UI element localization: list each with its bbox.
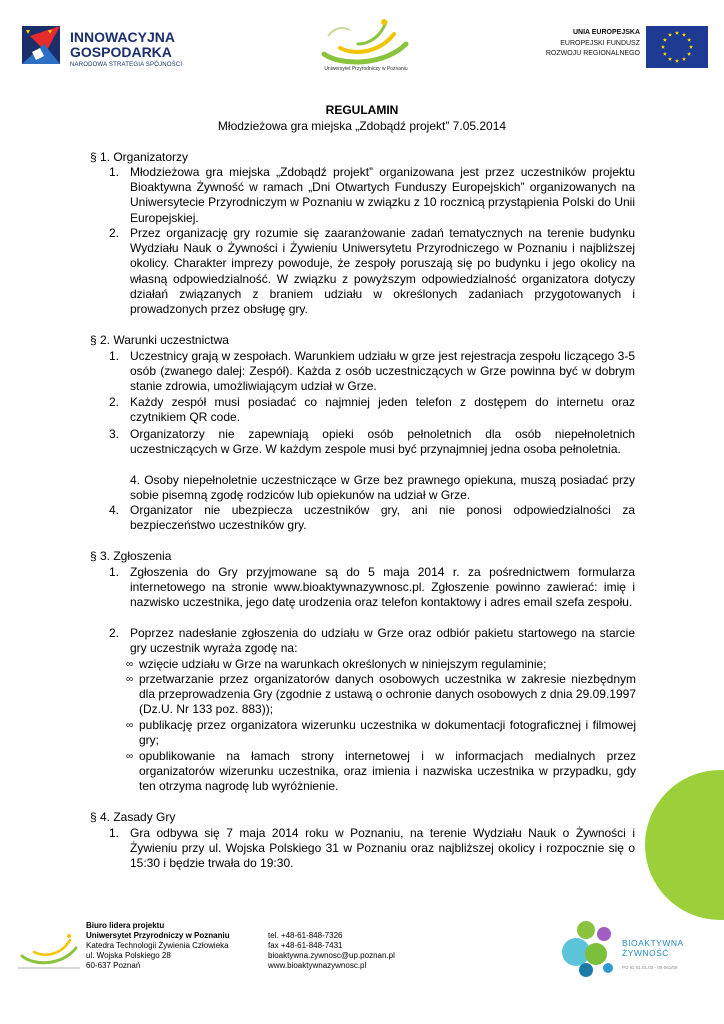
- item-number: 2.: [109, 626, 120, 640]
- item-text: Organizator nie ubezpiecza uczestników gry, ani nie ponosi odpowiedzialności za bezpieczeństwo uczestników gry.: [130, 503, 635, 533]
- item-text: Poprzez nadesłanie zgłoszenia do udziału w Grze oraz odbiór pakietu startowego na starcie gry uczestnik wyraża zgodę na:: [130, 626, 635, 656]
- item-text: Młodzieżowa gra miejska „Zdobądź projekt” organizowana jest przez uczestników projektu Bioaktywna Żywność w ramach „Dni Otwartych Funduszy Europejskich” organizowanych na Uniwersytecie Przyrodniczym w Poznaniu w związku z 10 rocznicą przystąpienia Polski do Unii Europejskiej.: [130, 165, 635, 225]
- footer-address-line: ul. Wojska Polskiego 28: [86, 951, 171, 960]
- footer-contact: [268, 931, 395, 971]
- section-heading: § 4. Zasady Gry: [90, 810, 176, 824]
- bullet-item: [126, 672, 636, 718]
- list-item: [109, 565, 635, 611]
- university-logo: [310, 14, 422, 76]
- item-text: Przez organizację gry rozumie się zaaranżowanie zadań tematycznych na terenie budynku Wydziału Nauk o Żywności i Żywieniu Uniwersytetu Przyrodniczego w Poznaniu i najbliższej okolicy. Charakter imprezy powoduje, że zespoły poruszają się po budynku i jego okolicy na własną odpowiedzialność. W związku z powyższym odpowiedzialność organizatora dotyczy działań związanych z braniem udziału w określonych zadaniach przygotowanych i prowadzonych przez obsługę gry.: [130, 226, 635, 317]
- eu-flag-icon: [646, 26, 708, 68]
- footer-address-line: Biuro lidera projektu: [86, 921, 165, 930]
- bullet-text: wzięcie udziału w Grze na warunkach określonych w niniejszym regulaminie;: [139, 657, 547, 671]
- footer-address-line: Katedra Technologii Żywienia Człowieka: [86, 941, 229, 950]
- university-logo-caption: Uniwersytet Przyrodniczy w Poznaniu: [324, 66, 408, 72]
- section-heading: § 2. Warunki uczestnictwa: [90, 333, 229, 347]
- item-text: Uczestnicy grają w zespołach. Warunkiem udziału w grze jest rejestracja zespołu liczącego 3-5 osób (zwanego dalej: Zespół). Każda z osób uczestniczących w Grze powinna być w dobrym stanie zdrowia, umożliwiającym udział w Grze.: [130, 349, 635, 394]
- bullet-infinity-icon: ∞: [126, 674, 134, 685]
- item-number: 1.: [109, 165, 120, 179]
- eu-line3: ROZWOJU REGIONALNEGO: [545, 50, 640, 57]
- list-item: [130, 473, 635, 503]
- list-item: [109, 427, 635, 457]
- footer-fax: fax +48-61-848-7431: [268, 941, 343, 950]
- decorative-green-circle: [645, 770, 724, 920]
- bullet-text: przetwarzanie przez organizatorów danych osobowych uczestnika w zakresie niezbędnym dla przeprowadzenia Gry (zgodnie z ustawą o ochronie danych osobowych z dnia 29.09.1997 (Dz.U. Nr 133 poz. 883));: [139, 672, 636, 717]
- section-heading: § 3. Zgłoszenia: [90, 549, 172, 563]
- item-number: 1.: [109, 349, 120, 363]
- item-number: 2.: [109, 395, 120, 409]
- logo-left-line3: NARODOWA STRATEGIA SPÓJNOŚCI: [70, 62, 183, 68]
- list-item: [109, 626, 635, 656]
- item-number: 3.: [109, 427, 120, 441]
- bullet-text: publikację przez organizatora wizerunku uczestnika w dokumentacji fotograficznej i filmowej gry;: [139, 718, 636, 748]
- footer-email[interactable]: bioaktywna.zywnosc@up.poznan.pl: [268, 951, 395, 960]
- bullet-item: [126, 749, 636, 795]
- bio-logo-line2: ŻYWNOŚĆ: [622, 948, 669, 958]
- footer-phone: tel. +48-61-848-7326: [268, 931, 343, 940]
- footer-website[interactable]: www.bioaktywnazywnosc.pl: [268, 961, 367, 970]
- list-item: [109, 226, 635, 317]
- logo-left-line2: GOSPODARKA: [70, 44, 172, 60]
- list-item: [109, 395, 635, 425]
- item-number: 1.: [109, 565, 120, 579]
- bullet-infinity-icon: ∞: [126, 751, 134, 762]
- item-text: Organizatorzy nie zapewniają opieki osób pełnoletnich dla osób niepełnoletnich uczestniczących w Grze. W każdym zespole musi być przynajmniej jedna osoba pełnoletnia.: [130, 427, 635, 457]
- document-subtitle: Młodzieżowa gra miejska „Zdobądź projekt” 7.05.2014: [217, 119, 507, 133]
- university-swoosh-icon: [310, 14, 422, 66]
- item-text: Gra odbywa się 7 maja 2014 roku w Poznaniu, na terenie Wydziału Nauk o Żywności i Żywieniu przy ul. Wojska Polskiego 31 w Poznaniu oraz najbliższej okolicy i rozpocznie się o 15:30 i będzie trwała do 19:30.: [130, 826, 635, 871]
- eu-line1: UNIA EUROPEJSKA: [572, 29, 640, 36]
- bio-logo-line1: BIOAKTYWNA: [622, 938, 684, 948]
- bio-molecules-icon: [556, 912, 620, 982]
- footer-address-line: 60-637 Poznań: [86, 961, 141, 970]
- item-text: Zgłoszenia do Gry przyjmowane są do 5 maja 2014 r. za pośrednictwem formularza internetowego na stronie www.bioaktywnazywnosc.pl. Zgłoszenie powinno zawierać: imię i nazwisko uczestnika, jego datę urodzenia oraz telefon kontaktowy i adres email szefa zespołu.: [130, 565, 635, 610]
- logo-left-line1: INNOWACYJNA: [70, 29, 176, 45]
- footer-address-line: Uniwersytet Przyrodniczy w Poznaniu: [86, 931, 230, 940]
- ig-logo-icon: [20, 22, 64, 68]
- footer-address: [86, 921, 230, 971]
- item-number: 2.: [109, 226, 120, 240]
- section-heading: § 1. Organizatorzy: [90, 150, 189, 164]
- item-number: 4.: [109, 503, 120, 517]
- bullet-infinity-icon: ∞: [126, 720, 134, 731]
- bio-logo-code: PO IG 01.01.02 - 00-061/09: [622, 965, 678, 970]
- innowacyjna-gospodarka-logo: [20, 22, 200, 74]
- bullet-item: [126, 718, 636, 748]
- list-item: [109, 165, 635, 226]
- eu-logo: [536, 22, 708, 72]
- footer-university-logo: [14, 924, 84, 972]
- bioaktywna-zywnosc-logo: [556, 912, 684, 982]
- bullet-infinity-icon: ∞: [126, 659, 134, 670]
- item-text: 4. Osoby niepełnoletnie uczestniczące w Grze bez prawnego opiekuna, muszą posiadać przy sobie pisemną zgodę rodziców lub opiekunów na udział w Grze.: [130, 473, 635, 503]
- item-text: Każdy zespół musi posiadać co najmniej jeden telefon z dostępem do internetu oraz czytnikiem QR code.: [130, 395, 635, 425]
- item-number: 1.: [109, 826, 120, 840]
- list-item: [109, 826, 635, 872]
- list-item: [109, 349, 635, 395]
- bullet-text: opublikowanie na łamach strony internetowej i w informacjach medialnych przez organizatorów wizerunku uczestnika, oraz imienia i nazwiska uczestnika w przypadku, gdy ten otrzyma nagrodę lub wyróżnienie.: [139, 749, 636, 794]
- document-title: REGULAMIN: [325, 103, 399, 117]
- eu-line2: EUROPEJSKI FUNDUSZ: [560, 40, 640, 47]
- list-item: [109, 503, 635, 533]
- bullet-item: [126, 657, 636, 672]
